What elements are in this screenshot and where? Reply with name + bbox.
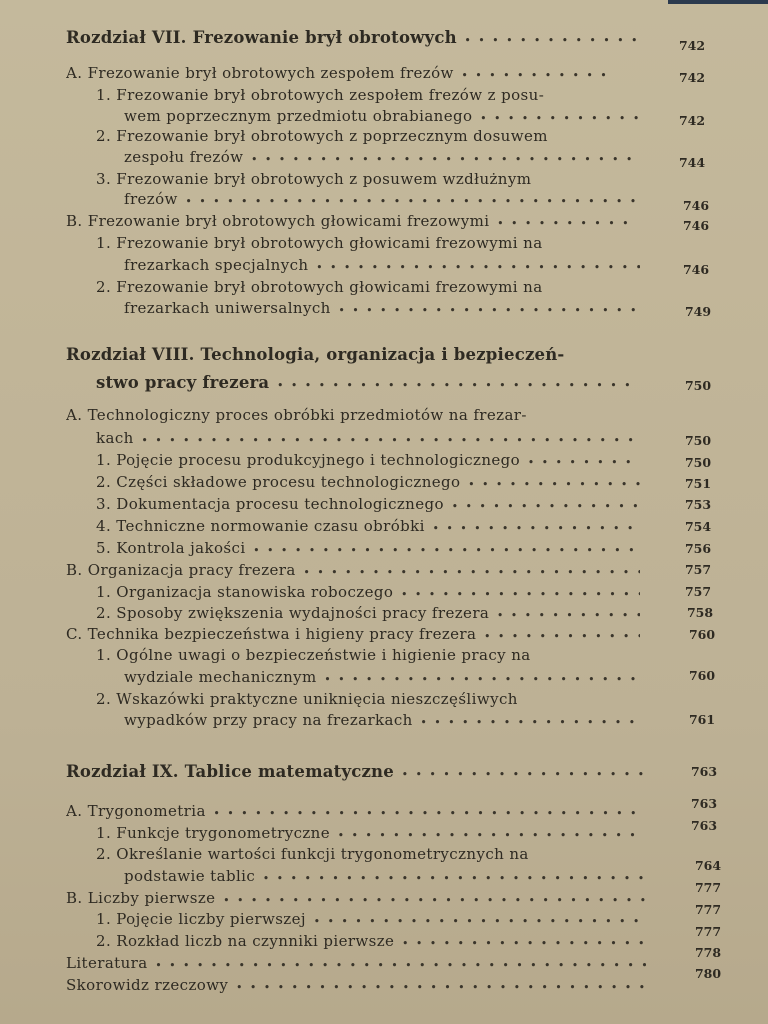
dot-leader bbox=[223, 889, 646, 907]
toc-entry-text: A. Trygonometria bbox=[66, 802, 206, 820]
toc-entry bbox=[96, 517, 640, 539]
toc-entry bbox=[66, 976, 646, 998]
toc-page-number: 763 bbox=[690, 796, 718, 811]
dot-leader bbox=[338, 824, 644, 842]
toc-page-number: 757 bbox=[684, 562, 712, 577]
dot-leader bbox=[156, 954, 646, 972]
toc-entry bbox=[66, 625, 640, 647]
toc-page-number: 746 bbox=[682, 218, 710, 233]
toc-entry-text: B. Organizacja pracy frezera bbox=[66, 561, 296, 579]
toc-entry bbox=[124, 256, 640, 278]
toc-page-number: 754 bbox=[684, 519, 712, 534]
toc-page-number: 744 bbox=[678, 155, 706, 170]
toc-entry bbox=[124, 668, 644, 690]
toc-page-number: 750 bbox=[684, 455, 712, 470]
toc-entry-text: B. Liczby pierwsze bbox=[66, 889, 216, 907]
toc-page-number: 760 bbox=[688, 627, 716, 642]
toc-entry bbox=[96, 127, 640, 149]
toc-chapter-heading bbox=[66, 28, 640, 54]
toc-page-number: 746 bbox=[682, 262, 710, 277]
dot-leader bbox=[339, 299, 640, 317]
toc-page-number: 780 bbox=[694, 966, 722, 981]
toc-entry-text: kach bbox=[96, 429, 134, 447]
toc-page-number: 749 bbox=[684, 304, 712, 319]
toc-entry bbox=[96, 824, 644, 846]
toc-entry bbox=[124, 107, 640, 129]
toc-entry bbox=[96, 495, 640, 517]
dot-leader bbox=[401, 583, 640, 601]
toc-entry-text: 1. Frezowanie brył obrotowych głowicami frezowymi na bbox=[96, 234, 543, 252]
toc-page-number: 778 bbox=[694, 945, 722, 960]
toc-entry-text: 4. Techniczne normowanie czasu obróbki bbox=[96, 517, 425, 535]
toc-page-number: 746 bbox=[682, 198, 710, 213]
toc-entry bbox=[96, 583, 640, 605]
toc-entry bbox=[96, 278, 640, 300]
toc-entry bbox=[66, 212, 630, 234]
toc-entry bbox=[66, 802, 644, 824]
toc-entry bbox=[124, 148, 640, 170]
toc-entry bbox=[66, 889, 646, 911]
toc-entry bbox=[96, 646, 644, 668]
toc-entry-text: 1. Organizacja stanowiska roboczego bbox=[96, 583, 394, 601]
toc-entry-text: frezarkach uniwersalnych bbox=[124, 299, 331, 317]
toc-entry-text: wypadków przy pracy na frezarkach bbox=[124, 711, 413, 729]
dot-leader bbox=[186, 190, 640, 208]
dot-leader bbox=[236, 976, 646, 994]
toc-entry bbox=[96, 604, 640, 626]
toc-entry bbox=[96, 451, 640, 473]
dot-leader bbox=[325, 668, 644, 686]
toc-entry-text: A. Technologiczny proces obróbki przedmiotów na frezar- bbox=[66, 406, 527, 424]
toc-entry-text: Skorowidz rzeczowy bbox=[66, 976, 229, 994]
toc-entry-text: stwo pracy frezera bbox=[96, 373, 270, 392]
toc-entry bbox=[124, 299, 640, 321]
toc-entry-text: 2. Frezowanie brył obrotowych głowicami frezowymi na bbox=[96, 278, 543, 296]
dot-leader bbox=[465, 28, 640, 47]
toc-entry bbox=[124, 711, 644, 733]
toc-entry-text: 2. Określanie wartości funkcji trygonometrycznych na bbox=[96, 845, 529, 863]
toc-entry-text: 1. Pojęcie procesu produkcyjnego i technologicznego bbox=[96, 451, 521, 469]
toc-entry bbox=[66, 64, 610, 86]
dot-leader bbox=[251, 148, 640, 166]
toc-entry-text: 5. Kontrola jakości bbox=[96, 539, 246, 557]
dot-leader bbox=[484, 625, 640, 643]
toc-chapter-heading bbox=[66, 762, 644, 788]
toc-entry-text: zespołu frezów bbox=[124, 148, 244, 166]
toc-entry bbox=[96, 473, 640, 495]
toc-entry-text: 1. Pojęcie liczby pierwszej bbox=[96, 910, 306, 928]
toc-page-number: 742 bbox=[678, 38, 706, 53]
toc-entry bbox=[96, 539, 640, 561]
dot-leader bbox=[468, 473, 640, 491]
dot-leader bbox=[316, 256, 640, 274]
toc-entry bbox=[96, 910, 646, 932]
toc-entry bbox=[66, 954, 646, 976]
toc-entry-text: 2. Frezowanie brył obrotowych z poprzecznym dosuwem bbox=[96, 127, 548, 145]
dot-leader bbox=[452, 495, 640, 513]
dot-leader bbox=[462, 64, 610, 82]
toc-entry-text: A. Frezowanie brył obrotowych zespołem frezów bbox=[66, 64, 454, 82]
toc-page-number: 763 bbox=[690, 764, 718, 779]
toc-entry-text: C. Technika bezpieczeństwa i higieny pracy frezera bbox=[66, 625, 477, 643]
toc-page-number: 760 bbox=[688, 668, 716, 683]
toc-entry-text: 2. Rozkład liczb na czynniki pierwsze bbox=[96, 932, 395, 950]
toc-page-number: 750 bbox=[684, 433, 712, 448]
dot-leader bbox=[421, 711, 644, 729]
toc-entry bbox=[66, 561, 640, 583]
toc-entry-text: Rozdział VII. Frezowanie brył obrotowych bbox=[66, 28, 457, 47]
dot-leader bbox=[142, 429, 640, 447]
dot-leader bbox=[480, 107, 640, 125]
toc-entry bbox=[96, 170, 640, 192]
toc-page-number: 761 bbox=[688, 712, 716, 727]
toc-entry-text: Rozdział VIII. Technologia, organizacja i bezpieczeń- bbox=[66, 345, 565, 364]
dot-leader bbox=[214, 802, 644, 820]
toc-entry-text: podstawie tablic bbox=[124, 867, 256, 885]
toc-entry bbox=[96, 932, 646, 954]
dot-leader bbox=[402, 932, 646, 950]
toc-entry bbox=[96, 234, 640, 256]
toc-page-number: 742 bbox=[678, 70, 706, 85]
toc-entry bbox=[66, 406, 640, 428]
toc-page-number: 777 bbox=[694, 902, 722, 917]
toc-entry-text: 3. Dokumentacja procesu technologicznego bbox=[96, 495, 444, 513]
dot-leader bbox=[263, 867, 646, 885]
toc-entry-text: wydziale mechanicznym bbox=[124, 668, 317, 686]
dot-leader bbox=[497, 604, 640, 622]
toc-page-number: 750 bbox=[684, 378, 712, 393]
toc-entry-text: 3. Frezowanie brył obrotowych z posuwem wzdłużnym bbox=[96, 170, 532, 188]
dot-leader bbox=[254, 539, 640, 557]
toc-entry-text: wem poprzecznym przedmiotu obrabianego bbox=[124, 107, 473, 125]
toc-entry bbox=[96, 690, 644, 712]
toc-entry bbox=[96, 429, 640, 451]
toc-entry-text: B. Frezowanie brył obrotowych głowicami frezowymi bbox=[66, 212, 490, 230]
toc-entry-text: 1. Funkcje trygonometryczne bbox=[96, 824, 331, 842]
dot-leader bbox=[277, 373, 632, 392]
toc-page-number: 751 bbox=[684, 476, 712, 491]
dot-leader bbox=[497, 212, 630, 230]
dot-leader bbox=[528, 451, 640, 469]
toc-entry-text: 2. Wskazówki praktyczne uniknięcia nieszczęśliwych bbox=[96, 690, 518, 708]
toc-entry-text: frezów bbox=[124, 190, 178, 208]
toc-page-number: 764 bbox=[694, 858, 722, 873]
toc-page-number: 777 bbox=[694, 924, 722, 939]
toc-page-number: 756 bbox=[684, 541, 712, 556]
toc-page-number: 777 bbox=[694, 880, 722, 895]
toc-entry bbox=[124, 190, 640, 212]
toc-page-number: 758 bbox=[686, 605, 714, 620]
toc-chapter-heading bbox=[96, 373, 632, 399]
toc-page-number: 757 bbox=[684, 584, 712, 599]
toc-entry-text: Rozdział IX. Tablice matematyczne bbox=[66, 762, 394, 781]
toc-page-number: 742 bbox=[678, 113, 706, 128]
dot-leader bbox=[433, 517, 640, 535]
toc-page-number: 753 bbox=[684, 497, 712, 512]
dot-leader bbox=[314, 910, 646, 928]
toc-entry bbox=[96, 845, 646, 867]
toc-entry-text: 1. Ogólne uwagi o bezpieczeństwie i higienie pracy na bbox=[96, 646, 531, 664]
toc-entry-text: Literatura bbox=[66, 954, 148, 972]
toc-entry bbox=[96, 86, 640, 108]
toc-entry-text: frezarkach specjalnych bbox=[124, 256, 309, 274]
toc-entry-text: 1. Frezowanie brył obrotowych zespołem frezów z posu- bbox=[96, 86, 545, 104]
toc-entry-text: 2. Części składowe procesu technologicznego bbox=[96, 473, 461, 491]
dot-leader bbox=[304, 561, 640, 579]
toc-entry-text: 2. Sposoby zwiększenia wydajności pracy frezera bbox=[96, 604, 490, 622]
toc-entry bbox=[124, 867, 646, 889]
dot-leader bbox=[402, 762, 644, 781]
toc-chapter-heading bbox=[66, 345, 640, 371]
toc-page-number: 763 bbox=[690, 818, 718, 833]
